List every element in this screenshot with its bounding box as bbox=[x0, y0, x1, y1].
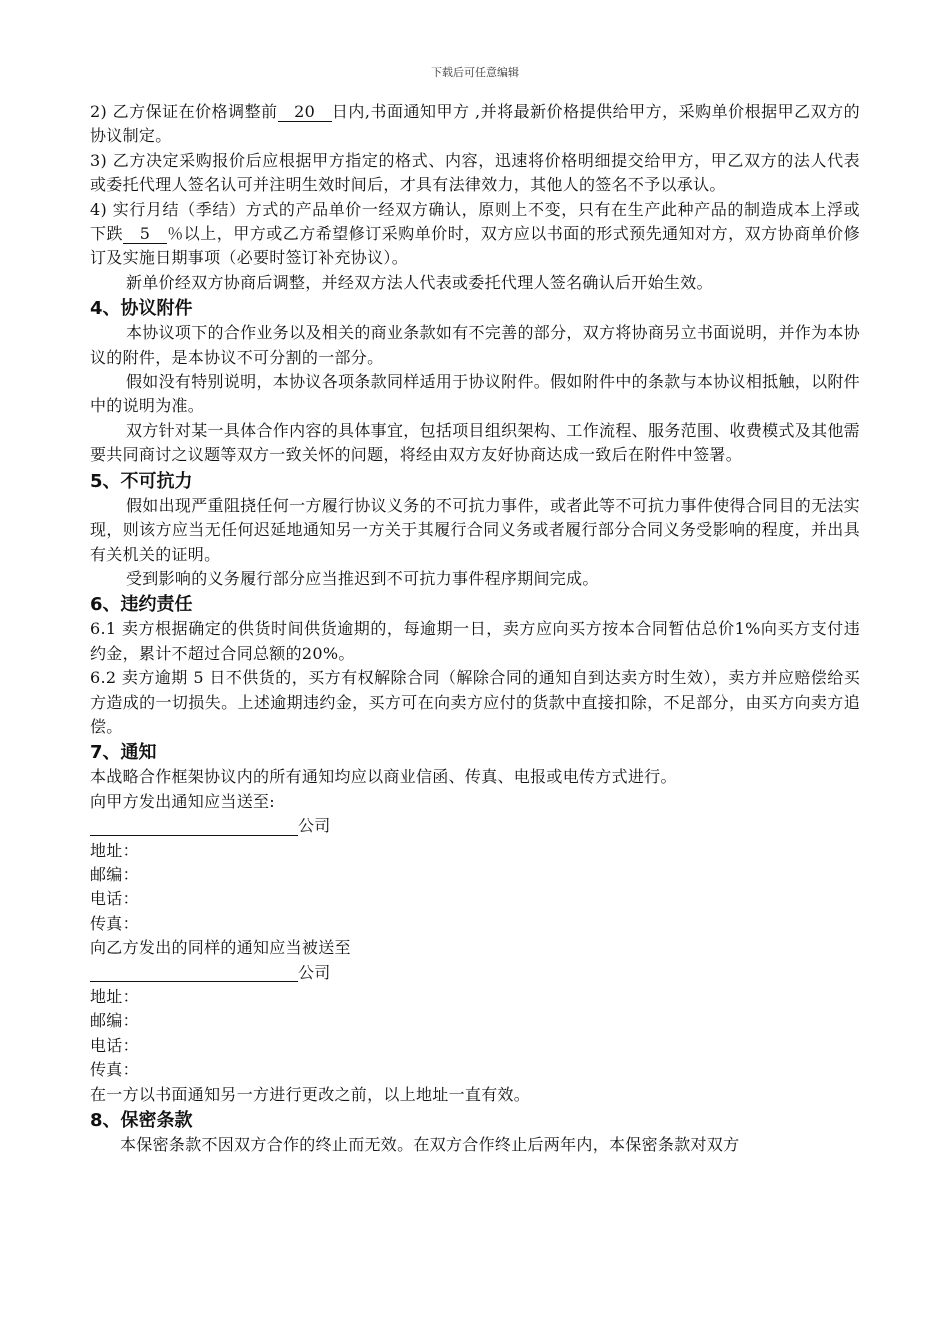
company-name-blank bbox=[90, 963, 298, 982]
party-b-postcode: 邮编： bbox=[90, 1011, 139, 1031]
section-5-title: 5、不可抗力 bbox=[90, 470, 193, 492]
clause-3-2 bbox=[90, 100, 860, 149]
section-5-para-2: 受到影响的义务履行部分应当推迟到不可抗力事件程序期间完成。 bbox=[126, 568, 599, 588]
page-header-note: 下载后可任意编辑 bbox=[431, 66, 519, 79]
section-7-title: 7、通知 bbox=[90, 742, 157, 764]
section-4-para-1: 本协议项下的合作业务以及相关的商业条款如有不完善的部分，双方将协商另立书面说明，并作为本协议的附件，是本协议不可分割的一部分。 bbox=[90, 323, 860, 367]
party-b-company-line bbox=[90, 961, 860, 985]
clause-3-4-text-a: 4) 实行月结（季结）方式的产品单价一经双方确认，原则上不变，只有在生产此种产品的制造成本上浮或下跌 bbox=[90, 199, 860, 244]
clause-3-5: 新单价经双方协商后调整，并经双方法人代表或委托代理人签名确认后开始生效。 bbox=[126, 272, 713, 292]
section-6-para-1: 6.1 卖方根据确定的供货时间供货逾期的，每逾期一日，卖方应向买方按本合同暂估总价1%向买方支付违约金，累计不超过合同总额的20%。 bbox=[90, 619, 860, 663]
section-7-para-1: 本战略合作框架协议内的所有通知均应以商业信函、传真、电报或电传方式进行。 bbox=[90, 767, 677, 787]
party-a-recipient-label: 向甲方发出通知应当送至: bbox=[90, 791, 275, 811]
section-8-para-1: 本保密条款不因双方合作的终止而无效。在双方合作终止后两年内，本保密条款对双方 bbox=[120, 1135, 740, 1155]
document-body bbox=[90, 100, 860, 1157]
party-b-phone: 电话： bbox=[90, 1035, 139, 1055]
percent-blank-value: 5 bbox=[123, 225, 167, 244]
company-suffix: 公司 bbox=[298, 816, 331, 836]
section-4-title: 4、协议附件 bbox=[90, 298, 193, 320]
notice-closing: 在一方以书面通知另一方进行更改之前，以上地址一直有效。 bbox=[90, 1084, 531, 1104]
party-a-company-line bbox=[90, 814, 860, 838]
party-a-phone: 电话： bbox=[90, 889, 139, 909]
section-6-title: 6、违约责任 bbox=[90, 594, 193, 616]
clause-3-4 bbox=[90, 198, 860, 271]
days-blank-value: 20 bbox=[278, 103, 332, 122]
party-b-recipient-label: 向乙方发出的同样的通知应当被送至 bbox=[90, 938, 351, 958]
party-a-fax: 传真： bbox=[90, 913, 139, 933]
section-6-para-2: 6.2 卖方逾期 5 日不供货的，买方有权解除合同（解除合同的通知自到达卖方时生效），卖方并应赔偿给买方造成的一切损失。上述逾期违约金，买方可在向卖方应付的货款中直接扣除，不足部分，由买方向卖方追偿。 bbox=[90, 668, 860, 736]
company-suffix: 公司 bbox=[298, 962, 331, 982]
clause-3-2-text-b: 日内,书面通知甲方 ,并将最新价格提供给甲方，采购单价根据甲乙双方的协议制定。 bbox=[90, 102, 860, 146]
section-4-para-2: 假如没有特别说明，本协议各项条款同样适用于协议附件。假如附件中的条款与本协议相抵触，以附件中的说明为准。 bbox=[90, 372, 860, 416]
clause-3-4-text-b: ％以上，甲方或乙方希望修订采购单价时，双方应以书面的形式预先通知对方，双方协商单价修订及实施日期事项（必要时签订补充协议）。 bbox=[90, 224, 860, 268]
section-8-title: 8、保密条款 bbox=[90, 1110, 193, 1132]
company-name-blank bbox=[90, 817, 298, 836]
section-5-para-1: 假如出现严重阻挠任何一方履行协议义务的不可抗力事件，或者此等不可抗力事件使得合同目的无法实现，则该方应当无任何迟延地通知另一方关于其履行合同义务或者履行部分合同义务受影响的程度，并出具有关机关的证明。 bbox=[90, 495, 860, 564]
party-b-address: 地址： bbox=[90, 987, 139, 1006]
party-a-address: 地址： bbox=[90, 840, 139, 860]
clause-3-2-text-a: 2) 乙方保证在价格调整前 bbox=[90, 102, 278, 121]
section-4-para-3: 双方针对某一具体合作内容的具体事宜，包括项目组织架构、工作流程、服务范围、收费模式及其他需要共同商讨之议题等双方一致关怀的问题，将经由双方友好协商达成一致后在附件中签署。 bbox=[90, 420, 860, 465]
party-b-fax: 传真： bbox=[90, 1060, 139, 1080]
party-a-postcode: 邮编： bbox=[90, 864, 139, 884]
clause-3-3: 3) 乙方决定采购报价后应根据甲方指定的格式、内容，迅速将价格明细提交给甲方，甲乙双方的法人代表或委托代理人签名认可并注明生效时间后，才具有法律效力，其他人的签名不予以承认。 bbox=[90, 150, 860, 195]
